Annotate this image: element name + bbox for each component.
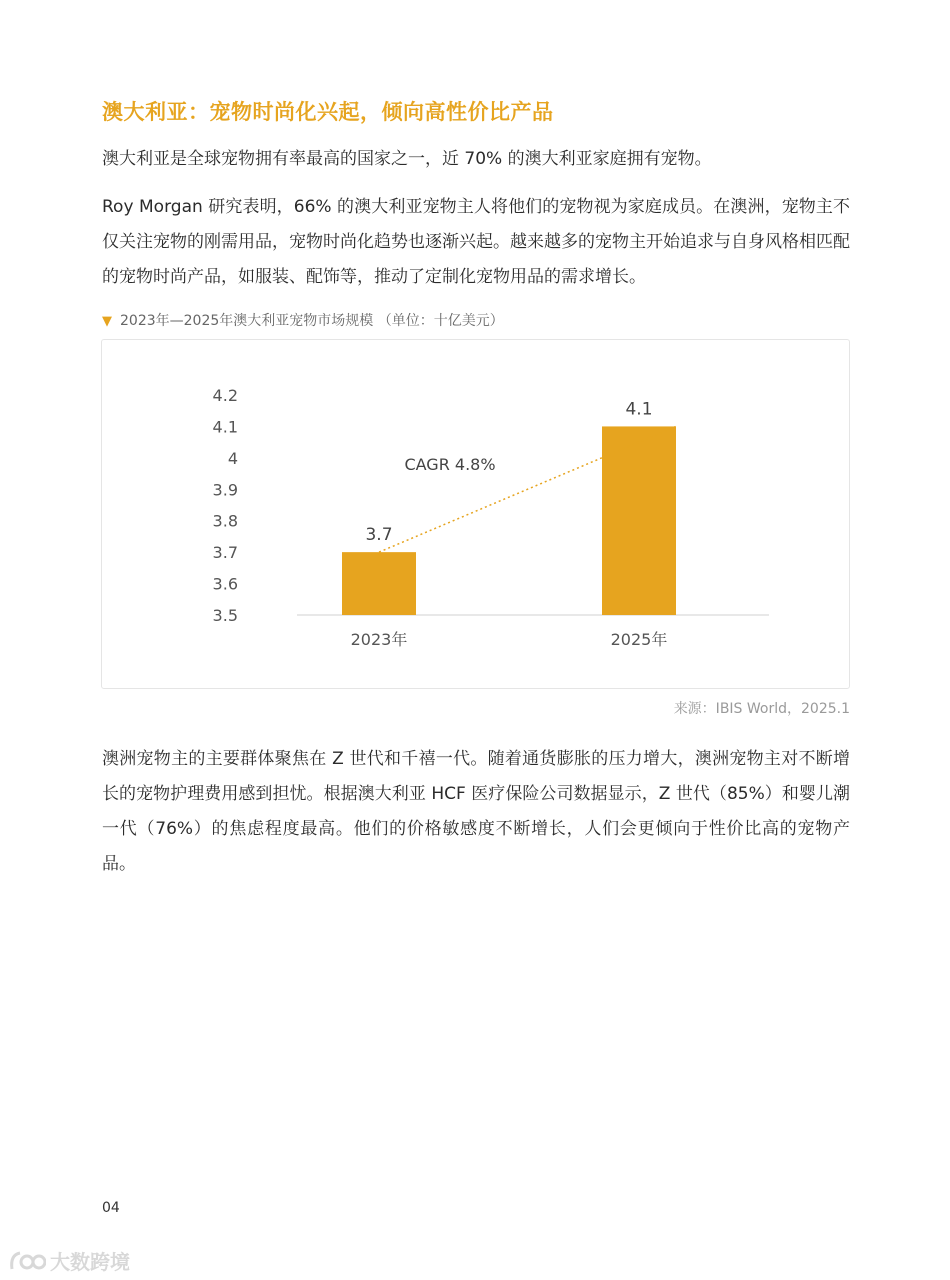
watermark: [8, 1246, 130, 1275]
y-tick-label: 4.2: [212, 386, 238, 405]
y-tick-label: 3.6: [212, 574, 238, 594]
y-tick-label: 3.7: [212, 543, 238, 563]
y-tick-label: 3.9: [212, 480, 238, 500]
paragraph-intro: 澳大利亚是全球宠物拥有率最高的国家之一，近 70% 的澳大利亚家庭拥有宠物。: [102, 149, 712, 169]
watermark-text: 大数跨境: [50, 1250, 130, 1274]
y-tick-label: 4: [227, 448, 238, 468]
bar-data-label: 4.1: [625, 399, 653, 420]
paragraph-owners: 澳洲宠物主的主要群体聚焦在 Z 世代和千禧一代。随着通货膨胀的压力增大，澳洲宠物主对不断增长的宠物护理费用感到担忧。根据澳大利亚 HCF 医疗保险公司数据显示，Z 世代（85%）和婴儿潮一代（76%）的焦虑程度最高。他们的价格敏感度不断增长，人们会更倾向于性价比高的宠物产品。: [102, 749, 850, 874]
page-number: 04: [102, 1200, 120, 1216]
chart-source: 来源：IBIS World，2025.1: [673, 701, 850, 717]
y-tick-label: 3.5: [212, 606, 238, 625]
bar-chart: [101, 339, 850, 689]
y-tick-label: 4.1: [212, 417, 238, 437]
bar: [342, 552, 416, 615]
chart-caption-text: 2023年—2025年澳大利亚宠物市场规模 （单位：十亿美元）: [120, 313, 504, 329]
triangle-down-icon: ▼: [102, 314, 112, 329]
bar-data-label: 3.7: [365, 525, 393, 546]
watermark-logo-icon: [8, 1249, 46, 1273]
chart-svg: [102, 340, 849, 688]
x-tick-label: 2023年: [350, 630, 408, 649]
cagr-annotation: CAGR 4.8%: [404, 455, 496, 474]
paragraph-roy-morgan: Roy Morgan 研究表明，66% 的澳大利亚宠物主人将他们的宠物视为家庭成员。在澳洲，宠物主不仅关注宠物的刚需用品，宠物时尚化趋势也逐渐兴起。越来越多的宠物主开始追求与自身风格相匹配的宠物时尚产品，如服装、配饰等，推动了定制化宠物用品的需求增长。: [102, 197, 850, 287]
chart-caption: [102, 310, 504, 330]
y-tick-label: 3.8: [212, 511, 238, 531]
section-heading: 澳大利亚：宠物时尚化兴起，倾向高性价比产品: [102, 100, 554, 124]
x-tick-label: 2025年: [610, 630, 668, 649]
bar: [602, 426, 676, 615]
